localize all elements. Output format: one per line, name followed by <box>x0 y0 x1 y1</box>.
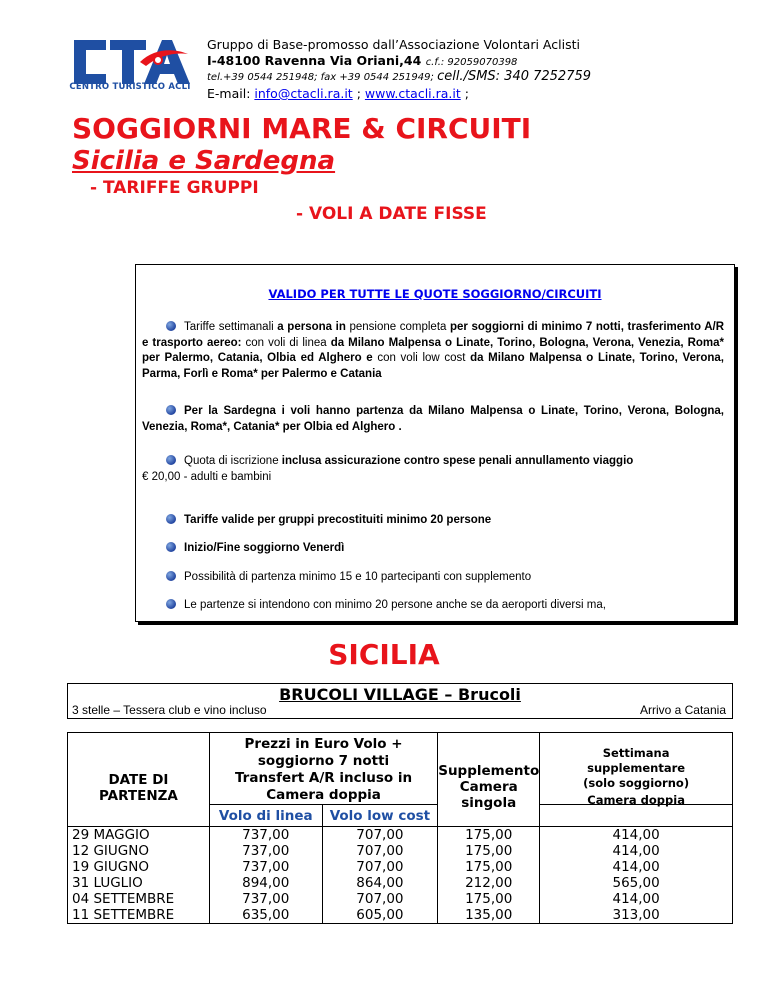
header-line-address: I-48100 Ravenna Via Oriani,44 c.f.: 92059070398 <box>207 53 518 68</box>
header-double-room: Camera doppia <box>540 793 733 815</box>
price-extra-week: 414,00 <box>612 843 660 859</box>
header-line-organization: Gruppo di Base-promosso dall’Associazione Volontari Aclisti <box>207 37 580 52</box>
paragraph-tariffe-segment: Tariffe settimanali <box>184 321 278 333</box>
price-single-supplement: 175,00 <box>465 843 513 859</box>
bullet-icon <box>166 542 176 552</box>
website-link[interactable]: www.ctacli.ra.it <box>364 86 461 101</box>
email-link[interactable]: info@ctacli.ra.it <box>254 86 353 101</box>
price-extra-week: 313,00 <box>612 907 660 923</box>
price-low-cost: 707,00 <box>356 827 404 843</box>
price-linea: 737,00 <box>242 859 290 875</box>
paragraph-tariffe-segment: da Milano Malpensa o Linate, Torino, Bologna, Verona, Venezia, Roma* per Palermo, Catania, Olbia ed Alghero e <box>142 336 725 364</box>
info-box-title: VALIDO PER TUTTE LE QUOTE SOGGIORNO/CIRCUITI <box>268 287 602 301</box>
price-linea: 737,00 <box>242 827 290 843</box>
bullet-icon <box>166 514 176 524</box>
paragraph-gruppi: Tariffe valide per gruppi precostituiti minimo 20 persone <box>142 513 722 529</box>
header-line-phone: tel.+39 0544 251948; fax +39 0544 251949; cell./SMS: 340 7252759 <box>207 69 592 84</box>
tax-code: c.f.: 92059070398 <box>425 57 518 68</box>
header-extra-week: Settimana supplementare (solo soggiorno) <box>540 733 733 805</box>
header-date: DATE DI PARTENZA <box>68 733 210 827</box>
price-extra-week: 565,00 <box>612 875 660 891</box>
header-prices: Prezzi in Euro Volo + soggiorno 7 notti Transfert A/R incluso in Camera doppia <box>209 733 437 805</box>
village-header <box>67 683 733 719</box>
price-single-supplement: 175,00 <box>465 891 513 907</box>
header-low-cost: Volo low cost <box>322 805 438 827</box>
price-single-supplement: 175,00 <box>465 827 513 843</box>
paragraph-partenze: Le partenze si intendono con minimo 20 persone anche se da aeroporti diversi ma, <box>142 598 724 614</box>
page-title: SOGGIORNI MARE & CIRCUITI <box>72 112 532 145</box>
paragraph-tariffe-segment: a persona in <box>277 321 346 333</box>
price-low-cost: 605,00 <box>356 907 404 923</box>
departure-date: 29 MAGGIO <box>72 827 150 843</box>
price-low-cost: 707,00 <box>356 859 404 875</box>
paragraph-tariffe-text <box>142 321 724 380</box>
paragraph-tariffe-segment: con voli low cost <box>372 352 471 364</box>
price-extra-week: 414,00 <box>612 827 660 843</box>
price-single-supplement: 212,00 <box>465 875 513 891</box>
departure-date: 11 SETTEMBRE <box>72 907 175 923</box>
village-name: BRUCOLI VILLAGE – Brucoli <box>279 685 521 704</box>
header-single-supplement: Supplemento Camera singola <box>438 733 540 827</box>
voli-heading: - VOLI A DATE FISSE <box>296 204 487 224</box>
price-linea: 635,00 <box>242 907 290 923</box>
price-extra-week: 414,00 <box>612 891 660 907</box>
bullet-icon <box>166 321 176 331</box>
price-linea: 894,00 <box>242 875 290 891</box>
price-single-supplement: 135,00 <box>465 907 513 923</box>
paragraph-sardegna: Per la Sardegna i voli hanno partenza da Milano Malpensa o Linate, Torino, Verona, Bologna, Venezia, Roma*, Catania* per Olbia ed Alghero . <box>142 405 724 433</box>
paragraph-iscrizione: Quota di iscrizione inclusa assicurazione contro spese penali annullamento viaggio € 20,00 - adulti e bambini <box>142 455 634 483</box>
dates-column <box>68 827 210 924</box>
price-single-supplement: 175,00 <box>465 859 513 875</box>
logo-subtitle: CENTRO TURISTICO ACLI <box>69 82 191 92</box>
quota-amount: € 20,00 - adulti e bambini <box>142 470 272 483</box>
extra-week-column <box>540 827 733 924</box>
tariffe-heading: - TARIFFE GRUPPI <box>90 178 259 198</box>
header-line-contacts: E-mail: info@ctacli.ra.it ; www.ctacli.ra.it ; <box>207 86 469 101</box>
paragraph-possibilita: Possibilità di partenza minimo 15 e 10 partecipanti con supplemento <box>142 570 722 586</box>
paragraph-tariffe-segment: per soggiorni di minimo 7 notti, trasferimento A/R e trasporto aereo: <box>142 321 724 349</box>
price-low-cost: 707,00 <box>356 843 404 859</box>
departure-date: 04 SETTEMBRE <box>72 891 175 907</box>
price-linea: 737,00 <box>242 843 290 859</box>
bullet-icon <box>166 405 176 415</box>
departure-date: 31 LUGLIO <box>72 875 143 891</box>
price-table <box>67 732 733 924</box>
departure-date: 12 GIUGNO <box>72 843 149 859</box>
price-extra-week: 414,00 <box>612 859 660 875</box>
price-linea: 737,00 <box>242 891 290 907</box>
linea-column <box>209 827 322 924</box>
paragraph-tariffe-segment: da Milano Malpensa o Linate, Torino, Verona, Parma, Forlì e Roma* per Palermo e Catania <box>142 352 724 380</box>
paragraph-tariffe-segment: con voli di linea <box>241 336 331 349</box>
price-low-cost: 707,00 <box>356 891 404 907</box>
page-subtitle: Sicilia e Sardegna <box>72 146 336 176</box>
cell-number: cell./SMS: 340 7252759 <box>437 69 592 84</box>
bullet-icon <box>166 455 176 465</box>
low-cost-column <box>322 827 438 924</box>
departure-date: 19 GIUGNO <box>72 859 149 875</box>
village-details: 3 stelle – Tessera club e vino incluso <box>72 703 267 717</box>
price-low-cost: 864,00 <box>356 875 404 891</box>
paragraph-inizio: Inizio/Fine soggiorno Venerdì <box>142 541 722 557</box>
paragraph-tariffe-segment: pensione completa <box>345 321 451 333</box>
bullet-icon <box>166 599 176 609</box>
supplement-column <box>438 827 540 924</box>
header-linea: Volo di linea <box>209 805 322 827</box>
village-arrival: Arrivo a Catania <box>639 703 726 717</box>
info-box <box>135 264 735 622</box>
bullet-icon <box>166 571 176 581</box>
region-heading: SICILIA <box>328 638 440 671</box>
paragraph-tariffe <box>142 320 724 382</box>
